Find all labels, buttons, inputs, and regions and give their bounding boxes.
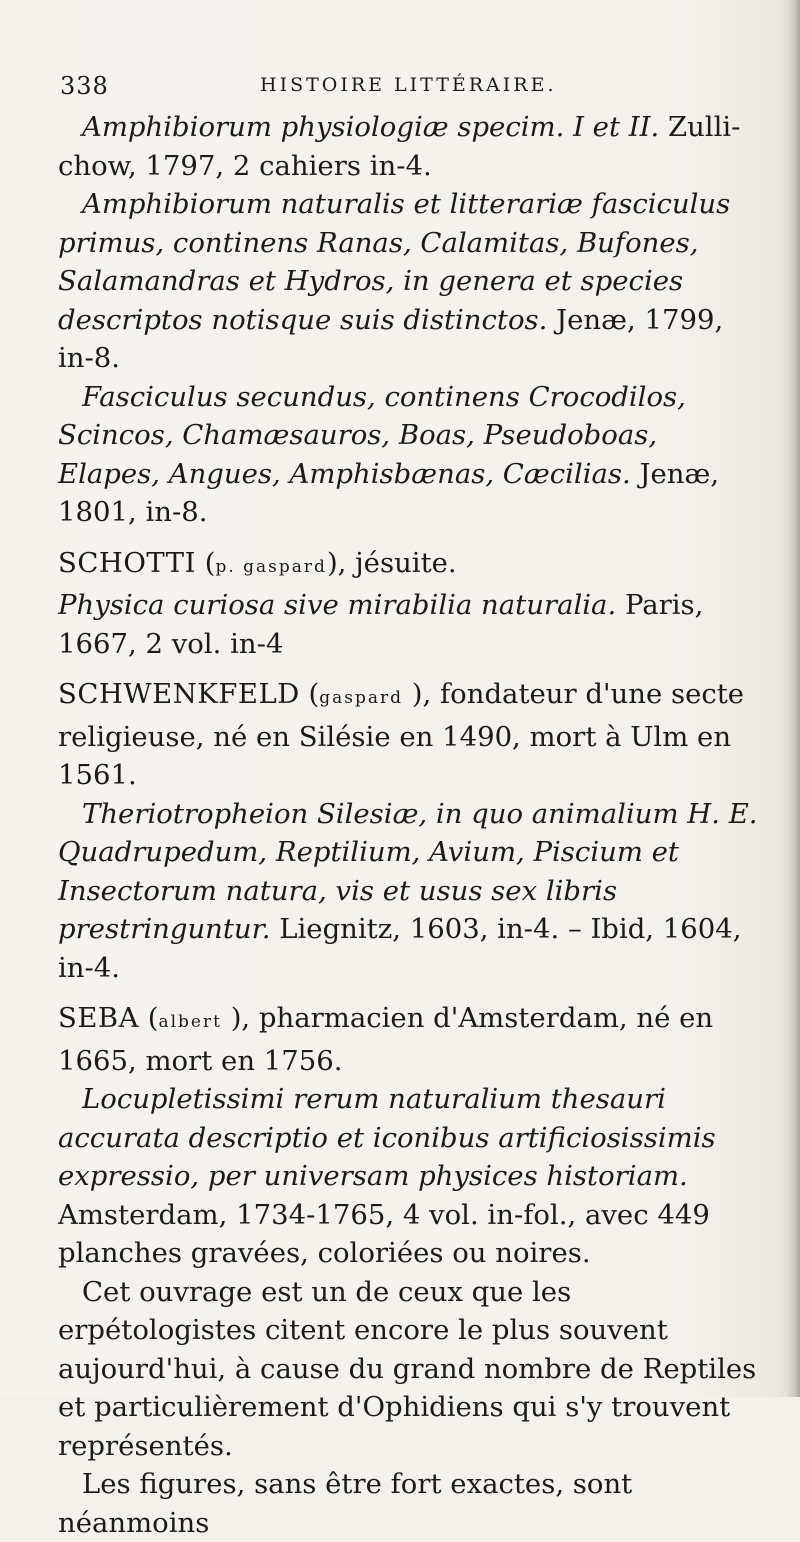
imprint: Liegnitz, 1603, in-4. – Ibid, 1604, in-4. bbox=[58, 913, 742, 984]
work-title-2 bbox=[58, 185, 758, 378]
work-title-1 bbox=[58, 586, 758, 663]
commentary-text: Les figures, sans être fort exactes, sont néanmoins bbox=[58, 1468, 633, 1539]
author-heading bbox=[58, 675, 758, 795]
imprint: Amsterdam, 1734-1765, 4 vol. in-fol., avec 449 planches gravées, coloriées ou noires. bbox=[58, 1198, 710, 1269]
author-firstname: gaspard bbox=[319, 688, 404, 708]
entry-schwenkfeld bbox=[58, 675, 758, 987]
imprint: Paris, 1667, 2 vol. in-4 bbox=[58, 589, 704, 660]
author-firstname: albert bbox=[158, 1012, 222, 1032]
author-description: ), fondateur d'une secte religieuse, né en Silésie en 1490, mort à Ulm en 1561. bbox=[58, 678, 745, 791]
latin-title: Locupletissimi rerum naturalium thesauri accurata descriptio et iconibus artificiosissimis expressio, per universam physices historiam. bbox=[58, 1083, 716, 1192]
work-title-3 bbox=[58, 378, 758, 532]
author-name: SEBA bbox=[58, 1002, 139, 1034]
author-prefix: p. bbox=[215, 556, 244, 577]
paren-open: ( bbox=[138, 1002, 159, 1034]
latin-title: Physica curiosa sive mirabilia naturalia. bbox=[58, 589, 617, 621]
paren-open: ( bbox=[299, 678, 320, 710]
entry-continuation bbox=[58, 108, 758, 532]
author-firstname: gaspard bbox=[243, 556, 327, 577]
imprint: Jenæ, 1801, in-8. bbox=[58, 457, 720, 528]
latin-title: Theriotropheion Silesiæ, in quo animalium H. E. Quadrupedum, Reptilium, Avium, Piscium et Insectorum natura, vis et usus sex libris prestringuntur. bbox=[58, 797, 758, 945]
page-number: 338 bbox=[60, 72, 109, 100]
work-title-1 bbox=[58, 795, 758, 988]
commentary-text: Cet ouvrage est un de ceux que les erpétologistes citent encore le plus souvent aujourd'hui, à cause du grand nombre de Reptiles et particulièrement d'Ophidiens qui s'y trouvent représentés. bbox=[58, 1275, 757, 1462]
commentary-paragraph bbox=[58, 1465, 758, 1542]
imprint: Zulli-chow, 1797, 2 cahiers in-4. bbox=[58, 111, 741, 182]
running-head bbox=[60, 72, 760, 102]
entry-seba bbox=[58, 999, 758, 1542]
paren-open: ( bbox=[195, 546, 216, 579]
author-heading bbox=[58, 544, 758, 587]
work-title-1 bbox=[58, 1080, 758, 1273]
imprint: Jenæ, 1799, in-8. bbox=[58, 303, 724, 374]
author-name: SCHWENKFELD bbox=[58, 678, 300, 710]
work-title-1 bbox=[58, 108, 758, 185]
latin-title: Amphibiorum physiologiæ specim. I et II. bbox=[82, 111, 660, 143]
latin-title: Fasciculus secundus, continens Crocodilos, Scincos, Chamæsauros, Boas, Pseudoboas, Elapes, Angues, Amphisbænas, Cæcilias. bbox=[58, 380, 686, 490]
bibliography-text bbox=[58, 108, 758, 1542]
latin-title: Amphibiorum naturalis et litterariæ fasciculus primus, continens Ranas, Calamitas, Bufones, Salamandras et Hydros, in genera et species descriptos notisque suis distinctos. bbox=[58, 188, 731, 336]
author-heading bbox=[58, 999, 758, 1080]
running-title: HISTOIRE LITTÉRAIRE. bbox=[260, 74, 557, 96]
commentary-paragraph bbox=[58, 1273, 758, 1466]
entry-schotti bbox=[58, 544, 758, 664]
author-description: ), jésuite. bbox=[326, 546, 457, 579]
page-spine-shadow bbox=[786, 0, 800, 1397]
author-name: SCHOTTI bbox=[58, 546, 196, 579]
author-description: ), pharmacien d'Amsterdam, né en 1665, mort en 1756. bbox=[58, 1002, 714, 1077]
